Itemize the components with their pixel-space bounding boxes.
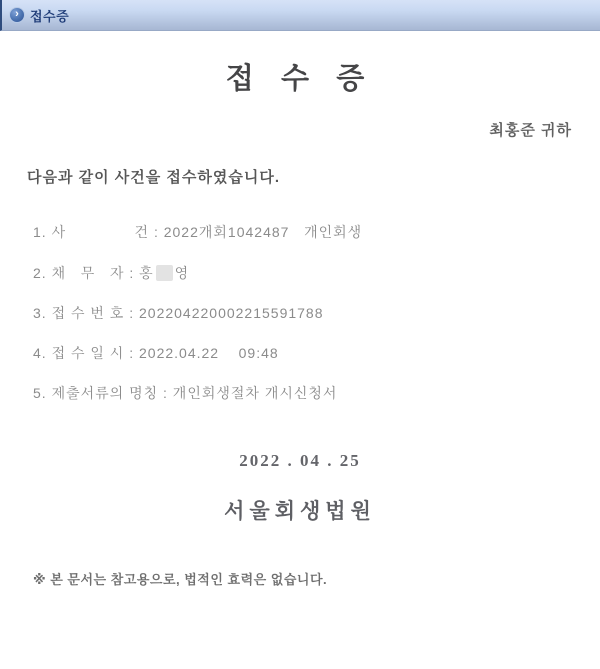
- item-receipt-number: 3. 접 수 번 호 : 202204220002215591788: [33, 305, 324, 321]
- item-debtor-prefix: 2. 채 무 자 : 홍: [33, 265, 154, 281]
- item-case-number: 1. 사 건 : 2022개회1042487 개인회생: [33, 224, 363, 240]
- chevron-right-circle-icon: ›: [10, 8, 24, 22]
- issuing-court: 서울회생법원: [224, 499, 376, 523]
- receipt-document: [0, 65, 600, 588]
- page-header-title: 접수증: [30, 8, 70, 24]
- disclaimer-text: ※ 본 문서는 참고용으로, 법적인 효력은 없습니다.: [33, 572, 328, 587]
- intro-text: 다음과 같이 사건을 접수하였습니다.: [27, 169, 281, 186]
- item-receipt-datetime: 4. 접 수 일 시 : 2022.04.22 09:48: [33, 345, 279, 361]
- item-debtor-suffix: 영: [174, 265, 190, 281]
- document-title: 접 수 증: [225, 63, 375, 95]
- page-header: [0, 0, 600, 31]
- receipt-items: [0, 225, 600, 401]
- issue-date: 2022 . 04 . 25: [239, 451, 361, 470]
- redaction-box: [156, 265, 173, 281]
- item-debtor: [33, 265, 600, 281]
- item-document-name: 5. 제출서류의 명칭 : 개인회생절차 개시신청서: [33, 385, 338, 401]
- recipient-name: 최홍준 귀하: [489, 122, 572, 139]
